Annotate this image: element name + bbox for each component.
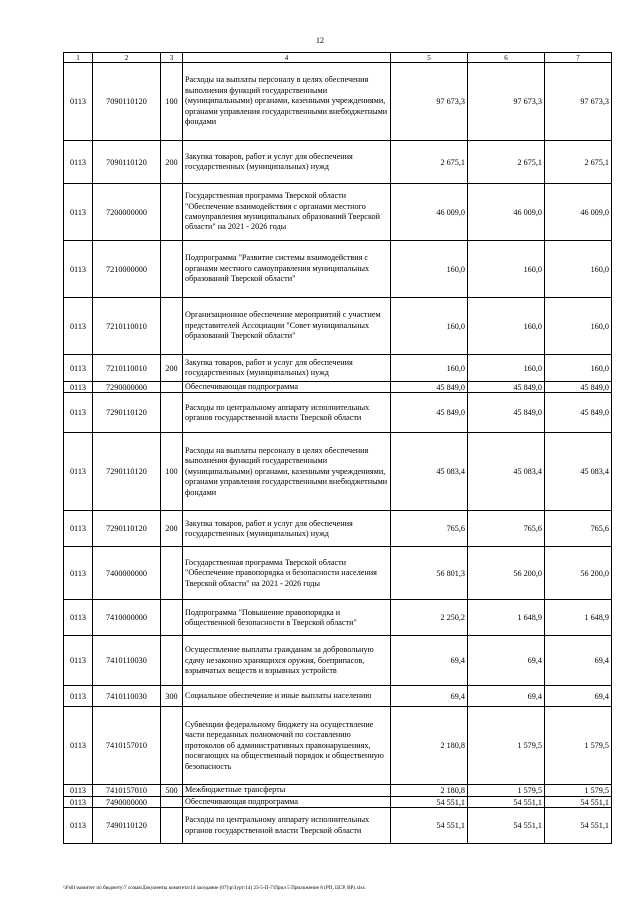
- expense-type-code-cell: [161, 298, 183, 355]
- section-code-cell: 0113: [64, 298, 93, 355]
- column-number-header-row: [64, 53, 612, 63]
- item-name-cell: Расходы на выплаты персоналу в целях обеспечения выполнения функций государственными (муниципальными) органами, казенными учреждениями, органами управления государственными внебюджетными фондами: [183, 63, 391, 141]
- item-name-cell: Обеспечивающая подпрограмма: [183, 796, 391, 807]
- item-name-cell: Социальное обеспечение и иные выплаты населению: [183, 686, 391, 707]
- amount-col6-cell: 1 579,5: [468, 785, 545, 796]
- amount-col7-cell: 97 673,3: [545, 63, 612, 141]
- table-row: [64, 382, 612, 393]
- section-code-cell: 0113: [64, 785, 93, 796]
- expense-type-code-cell: [161, 796, 183, 807]
- amount-col5-cell: 46 009,0: [391, 184, 468, 241]
- amount-col7-cell: 45 849,0: [545, 382, 612, 393]
- expense-type-code-cell: [161, 184, 183, 241]
- section-code-cell: 0113: [64, 636, 93, 686]
- amount-col7-cell: 1 579,5: [545, 707, 612, 785]
- amount-col5-cell: 97 673,3: [391, 63, 468, 141]
- amount-col7-cell: 54 551,1: [545, 808, 612, 844]
- table-row: [64, 241, 612, 298]
- table-row: [64, 184, 612, 241]
- table-row: [64, 785, 612, 796]
- amount-col5-cell: 160,0: [391, 298, 468, 355]
- item-name-cell: Обеспечивающая подпрограмма: [183, 382, 391, 393]
- section-code-cell: 0113: [64, 63, 93, 141]
- amount-col7-cell: 160,0: [545, 241, 612, 298]
- target-article-code-cell: 7410000000: [93, 600, 161, 636]
- table-row: [64, 393, 612, 433]
- expense-type-code-cell: [161, 382, 183, 393]
- target-article-code-cell: 7490000000: [93, 796, 161, 807]
- amount-col6-cell: 54 551,1: [468, 808, 545, 844]
- target-article-code-cell: 7210110010: [93, 355, 161, 382]
- item-name-cell: Закупка товаров, работ и услуг для обеспечения государственных (муниципальных) нужд: [183, 141, 391, 184]
- amount-col5-cell: 45 849,0: [391, 393, 468, 433]
- item-name-cell: Субвенции федеральному бюджету на осуществление части переданных полномочий по составлению протоколов об административных правонарушениях, посягающих на общественный порядок и общественную безопасность: [183, 707, 391, 785]
- amount-col6-cell: 45 083,4: [468, 433, 545, 511]
- amount-col5-cell: 69,4: [391, 686, 468, 707]
- amount-col5-cell: 2 675,1: [391, 141, 468, 184]
- budget-table: [63, 52, 612, 844]
- table-row: [64, 511, 612, 547]
- section-code-cell: 0113: [64, 433, 93, 511]
- expense-type-code-cell: [161, 241, 183, 298]
- table-row: [64, 298, 612, 355]
- amount-col5-cell: 765,6: [391, 511, 468, 547]
- item-name-cell: Расходы на выплаты персоналу в целях обеспечения выполнения функций государственными (муниципальными) органами, казенными учреждениями, органами управления государственными внебюджетными фондами: [183, 433, 391, 511]
- amount-col6-cell: 1 579,5: [468, 707, 545, 785]
- item-name-cell: Осуществление выплаты гражданам за добровольную сдачу незаконно хранящихся оружия, боеприпасов, взрывчатых веществ и взрывных устройств: [183, 636, 391, 686]
- table-row: [64, 686, 612, 707]
- column-header: 2: [93, 53, 161, 63]
- item-name-cell: Расходы по центральному аппарату исполнительных органов государственной власти Тверской области: [183, 393, 391, 433]
- table-row: [64, 707, 612, 785]
- amount-col6-cell: 2 675,1: [468, 141, 545, 184]
- section-code-cell: 0113: [64, 184, 93, 241]
- amount-col7-cell: 69,4: [545, 636, 612, 686]
- expense-type-code-cell: 200: [161, 141, 183, 184]
- item-name-cell: Закупка товаров, работ и услуг для обеспечения государственных (муниципальных) нужд: [183, 355, 391, 382]
- section-code-cell: 0113: [64, 393, 93, 433]
- table-row: [64, 796, 612, 807]
- table-row: [64, 141, 612, 184]
- section-code-cell: 0113: [64, 808, 93, 844]
- amount-col5-cell: 160,0: [391, 355, 468, 382]
- amount-col7-cell: 1 648,9: [545, 600, 612, 636]
- column-header: 6: [468, 53, 545, 63]
- amount-col6-cell: 160,0: [468, 241, 545, 298]
- section-code-cell: 0113: [64, 707, 93, 785]
- amount-col5-cell: 160,0: [391, 241, 468, 298]
- amount-col6-cell: 45 849,0: [468, 393, 545, 433]
- target-article-code-cell: 7410110030: [93, 636, 161, 686]
- amount-col6-cell: 765,6: [468, 511, 545, 547]
- target-article-code-cell: 7290000000: [93, 382, 161, 393]
- amount-col6-cell: 54 551,1: [468, 796, 545, 807]
- amount-col5-cell: 54 551,1: [391, 808, 468, 844]
- expense-type-code-cell: [161, 808, 183, 844]
- table-row: [64, 355, 612, 382]
- table-row: [64, 600, 612, 636]
- amount-col6-cell: 97 673,3: [468, 63, 545, 141]
- target-article-code-cell: 7210110010: [93, 298, 161, 355]
- amount-col6-cell: 1 648,9: [468, 600, 545, 636]
- expense-type-code-cell: 100: [161, 433, 183, 511]
- table-row: [64, 808, 612, 844]
- section-code-cell: 0113: [64, 355, 93, 382]
- amount-col5-cell: 45 083,4: [391, 433, 468, 511]
- amount-col7-cell: 765,6: [545, 511, 612, 547]
- expense-type-code-cell: 200: [161, 355, 183, 382]
- section-code-cell: 0113: [64, 141, 93, 184]
- amount-col5-cell: 2 180,8: [391, 707, 468, 785]
- amount-col6-cell: 160,0: [468, 298, 545, 355]
- target-article-code-cell: 7090110120: [93, 141, 161, 184]
- item-name-cell: Государственная программа Тверской области "Обеспечение правопорядка и безопасности населения Тверской области" на 2021 - 2026 годы: [183, 547, 391, 600]
- amount-col6-cell: 56 200,0: [468, 547, 545, 600]
- section-code-cell: 0113: [64, 686, 93, 707]
- amount-col6-cell: 69,4: [468, 636, 545, 686]
- table-row: [64, 547, 612, 600]
- file-path-footer: \\Fs01\комитет по бюджету\7 созыв\Документы комитета\14 заседание (07)\р\Зурт\14) 23-5-П-7\Прил 5 Приложение 8 (РП, ЦСР, ВР).xlsx: [63, 885, 366, 891]
- amount-col7-cell: 2 675,1: [545, 141, 612, 184]
- target-article-code-cell: 7290110120: [93, 393, 161, 433]
- expense-type-code-cell: [161, 636, 183, 686]
- target-article-code-cell: 7490110120: [93, 808, 161, 844]
- item-name-cell: Межбюджетные трансферты: [183, 785, 391, 796]
- column-header: 3: [161, 53, 183, 63]
- column-header: 1: [64, 53, 93, 63]
- amount-col7-cell: 1 579,5: [545, 785, 612, 796]
- amount-col5-cell: 56 801,3: [391, 547, 468, 600]
- target-article-code-cell: 7410110030: [93, 686, 161, 707]
- item-name-cell: Организационное обеспечение мероприятий с участием представителей Ассоциации "Совет муниципальных образований Тверской области": [183, 298, 391, 355]
- column-header: 7: [545, 53, 612, 63]
- section-code-cell: 0113: [64, 600, 93, 636]
- target-article-code-cell: 7210000000: [93, 241, 161, 298]
- target-article-code-cell: 7410157010: [93, 707, 161, 785]
- amount-col6-cell: 46 009,0: [468, 184, 545, 241]
- expense-type-code-cell: [161, 707, 183, 785]
- amount-col7-cell: 45 083,4: [545, 433, 612, 511]
- target-article-code-cell: 7200000000: [93, 184, 161, 241]
- amount-col6-cell: 45 849,0: [468, 382, 545, 393]
- amount-col7-cell: 46 009,0: [545, 184, 612, 241]
- column-header: 4: [183, 53, 391, 63]
- item-name-cell: Закупка товаров, работ и услуг для обеспечения государственных (муниципальных) нужд: [183, 511, 391, 547]
- target-article-code-cell: 7410157010: [93, 785, 161, 796]
- section-code-cell: 0113: [64, 241, 93, 298]
- amount-col7-cell: 45 849,0: [545, 393, 612, 433]
- amount-col5-cell: 45 849,0: [391, 382, 468, 393]
- amount-col6-cell: 160,0: [468, 355, 545, 382]
- table-row: [64, 636, 612, 686]
- section-code-cell: 0113: [64, 382, 93, 393]
- expense-type-code-cell: 300: [161, 686, 183, 707]
- expense-type-code-cell: [161, 547, 183, 600]
- section-code-cell: 0113: [64, 796, 93, 807]
- table-row: [64, 433, 612, 511]
- amount-col5-cell: 54 551,1: [391, 796, 468, 807]
- item-name-cell: Расходы по центральному аппарату исполнительных органов государственной власти Тверской области: [183, 808, 391, 844]
- target-article-code-cell: 7290110120: [93, 511, 161, 547]
- amount-col7-cell: 160,0: [545, 298, 612, 355]
- amount-col7-cell: 56 200,0: [545, 547, 612, 600]
- target-article-code-cell: 7090110120: [93, 63, 161, 141]
- item-name-cell: Подпрограмма "Повышение правопорядка и общественной безопасности в Тверской области": [183, 600, 391, 636]
- column-header: 5: [391, 53, 468, 63]
- amount-col5-cell: 2 250,2: [391, 600, 468, 636]
- expense-type-code-cell: 500: [161, 785, 183, 796]
- expense-type-code-cell: 200: [161, 511, 183, 547]
- amount-col5-cell: 2 180,8: [391, 785, 468, 796]
- section-code-cell: 0113: [64, 511, 93, 547]
- item-name-cell: Государственная программа Тверской области "Обеспечение взаимодействия с органами местного самоуправления муниципальных образований Тверской области" на 2021 - 2026 годы: [183, 184, 391, 241]
- amount-col7-cell: 54 551,1: [545, 796, 612, 807]
- item-name-cell: Подпрограмма "Развитие системы взаимодействия с органами местного самоуправления муниципальных образований Тверской области": [183, 241, 391, 298]
- amount-col6-cell: 69,4: [468, 686, 545, 707]
- amount-col7-cell: 69,4: [545, 686, 612, 707]
- amount-col7-cell: 160,0: [545, 355, 612, 382]
- page-number: 12: [316, 36, 324, 45]
- table-row: [64, 63, 612, 141]
- expense-type-code-cell: [161, 393, 183, 433]
- target-article-code-cell: 7400000000: [93, 547, 161, 600]
- expense-type-code-cell: 100: [161, 63, 183, 141]
- section-code-cell: 0113: [64, 547, 93, 600]
- expense-type-code-cell: [161, 600, 183, 636]
- amount-col5-cell: 69,4: [391, 636, 468, 686]
- target-article-code-cell: 7290110120: [93, 433, 161, 511]
